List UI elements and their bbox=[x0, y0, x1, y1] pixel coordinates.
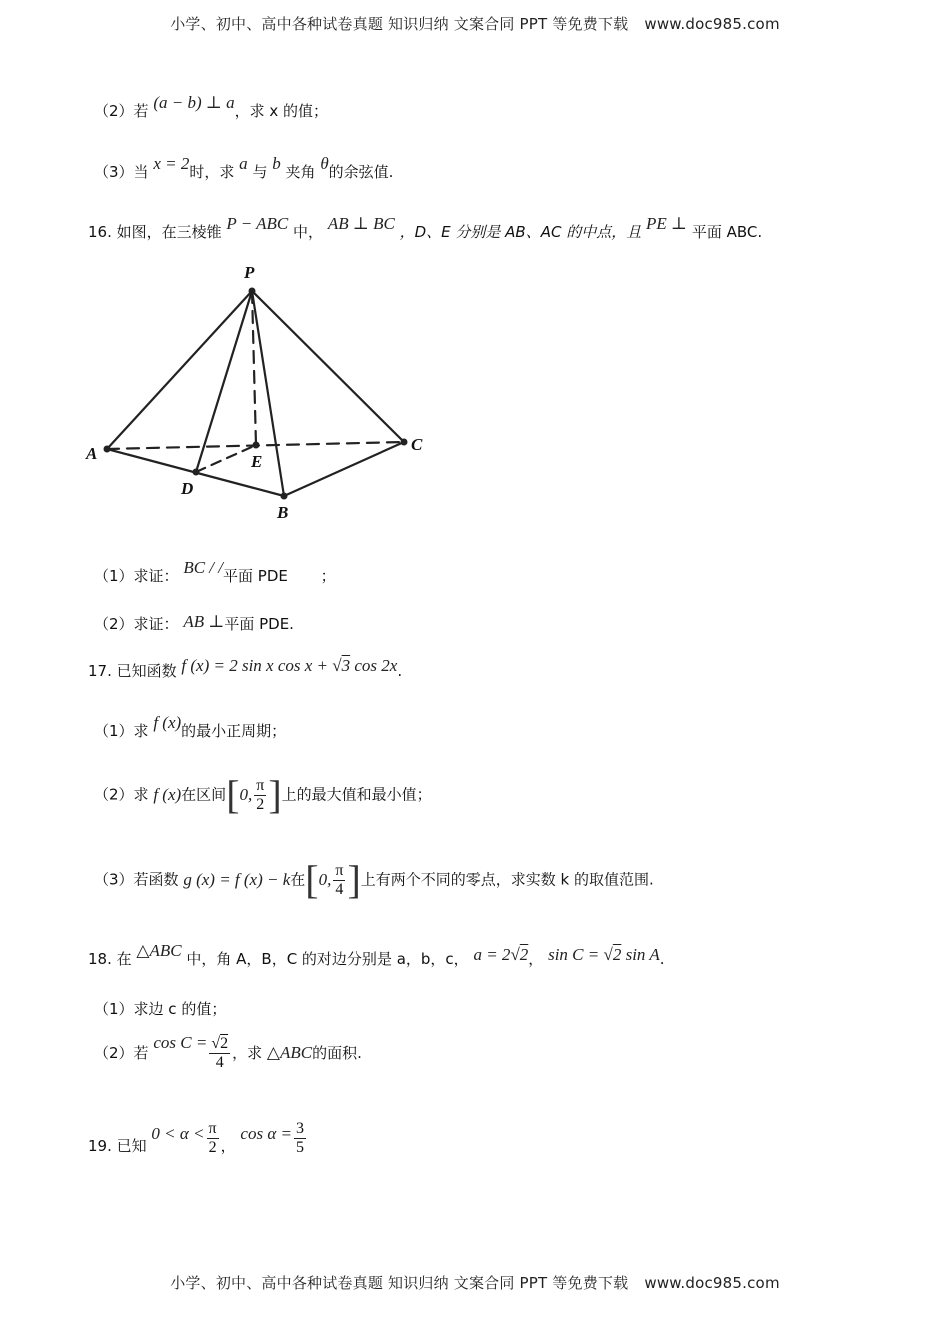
edge-PD bbox=[196, 291, 252, 472]
edge-PC bbox=[252, 291, 404, 442]
label-P: P bbox=[244, 263, 255, 282]
header-site-link[interactable]: www.doc985.com bbox=[644, 15, 780, 33]
q15-part3-tail: 的余弦值. bbox=[328, 163, 394, 181]
q17-sqrt3: 3 bbox=[341, 656, 351, 675]
q19-sep: ， bbox=[220, 1137, 236, 1155]
q18-side-a-lhs: a = 2 bbox=[473, 945, 511, 964]
frac-numerator: 3 bbox=[295, 1120, 304, 1137]
q17-part3-tail: 上有两个不同的零点，求实数 k 的取值范围. bbox=[360, 870, 654, 889]
q15-part2 bbox=[94, 93, 329, 121]
q18-part1: （1）求边 c 的值； bbox=[94, 1000, 227, 1018]
q16-text2: ，D、E 分别是 AB、AC 的中点，且 bbox=[399, 223, 642, 241]
q15-part3-b: b bbox=[272, 154, 281, 173]
q16-text3: 平面 ABC. bbox=[691, 223, 763, 241]
q18-part2-mid: ，求 bbox=[232, 1044, 263, 1062]
frac-numerator: π bbox=[208, 1120, 217, 1137]
q16-stem bbox=[88, 214, 763, 242]
q16-text1: 中， bbox=[293, 223, 324, 241]
q18-triangle: △ABC bbox=[136, 941, 182, 960]
q17-part2-frac bbox=[254, 777, 266, 814]
q17-number: 17. 已知函数 bbox=[88, 662, 177, 680]
frac-denominator: 2 bbox=[208, 1139, 217, 1156]
left-bracket: [ bbox=[305, 857, 319, 902]
q16-number: 16. 如图，在三棱锥 bbox=[88, 223, 222, 241]
q19-stem bbox=[88, 1120, 308, 1157]
q16-part1-num: （1）求证： bbox=[94, 567, 179, 585]
edge-DE-dashed bbox=[196, 445, 256, 472]
q15-part2-math: (a − b) ⊥ a bbox=[153, 93, 235, 112]
q17-stem bbox=[88, 656, 403, 681]
frac-numerator: π bbox=[335, 861, 344, 879]
left-bracket: [ bbox=[226, 772, 240, 817]
q18-sep: ， bbox=[528, 950, 544, 968]
q17-function-part1: f (x) = 2 sin x cos x + bbox=[181, 656, 333, 675]
point-B bbox=[281, 493, 288, 500]
footer-site-link[interactable]: www.doc985.com bbox=[644, 1274, 780, 1292]
q16-math2: AB ⊥ BC bbox=[327, 214, 395, 233]
page-footer bbox=[0, 1272, 950, 1293]
q17-part1-num: （1）求 bbox=[94, 722, 149, 740]
q17-part1-text: 的最小正周期； bbox=[181, 722, 287, 740]
label-B: B bbox=[277, 503, 289, 522]
q18-part2-frac bbox=[209, 1035, 230, 1072]
q17-part2-mid: 在区间 bbox=[181, 785, 227, 804]
q18-sine-lhs: sin C = bbox=[548, 945, 604, 964]
point-P bbox=[249, 288, 256, 295]
edge-BC bbox=[284, 442, 404, 496]
q18-part2-cos: cos C = bbox=[153, 1033, 208, 1052]
q17-part3-frac bbox=[333, 862, 345, 899]
q19-alpha-range: 0 < α < bbox=[151, 1124, 205, 1143]
q19-frac2 bbox=[294, 1120, 306, 1157]
footer-banner: 小学、初中、高中各种试卷真题 知识归纳 文案合同 PPT 等免费下载 bbox=[170, 1274, 629, 1292]
q17-part2 bbox=[94, 772, 432, 817]
q18-part2-tail: 的面积. bbox=[312, 1044, 362, 1062]
q17-part3-num: （3）若函数 bbox=[94, 870, 179, 889]
q15-part3-num: （3）当 bbox=[94, 163, 149, 181]
q19-frac1 bbox=[207, 1120, 219, 1157]
q15-part2-tail: ，求 x 的值； bbox=[234, 102, 329, 120]
frac-denominator: 2 bbox=[256, 795, 265, 813]
q18-part2-triangle: △ABC bbox=[266, 1043, 313, 1062]
q16-part1-math: BC / / bbox=[183, 558, 223, 577]
label-C: C bbox=[411, 435, 423, 454]
q18-number: 18. 在 bbox=[88, 950, 132, 968]
q17-part2-math: f (x) bbox=[153, 784, 182, 804]
q18-sine-tail: sin A bbox=[621, 945, 660, 964]
q16-math3: PE ⊥ bbox=[646, 214, 688, 233]
q15-part3-a: a bbox=[239, 154, 248, 173]
q18-text1: 中，角 A，B，C 的对边分别是 a，b，c， bbox=[186, 950, 469, 968]
q18-dot: . bbox=[659, 950, 665, 968]
q17-part3-math: g (x) = f (x) − k bbox=[183, 869, 291, 889]
q15-part3-text2: 与 bbox=[252, 163, 268, 181]
q15-part2-num: （2）若 bbox=[94, 102, 149, 120]
q16-part1 bbox=[94, 558, 336, 586]
frac-denominator: 4 bbox=[335, 880, 344, 898]
q18-side-a: a = 2√2 bbox=[473, 945, 529, 964]
page-header bbox=[0, 13, 950, 34]
q17-function: f (x) = 2 sin x cos x + √3 cos 2x bbox=[181, 656, 398, 675]
label-E: E bbox=[251, 452, 263, 471]
q17-function-part2: cos 2x bbox=[350, 656, 398, 675]
q17-part1-math: f (x) bbox=[153, 713, 182, 732]
q17-part2-tail: 上的最大值和最小值； bbox=[281, 785, 432, 804]
frac-numerator-root: 2 bbox=[220, 1035, 229, 1052]
q19-cos-alpha: cos α = bbox=[240, 1124, 292, 1143]
q17-part2-num: （2）求 bbox=[94, 785, 149, 804]
q17-part3-mid: 在 bbox=[290, 870, 306, 889]
frac-numerator: π bbox=[256, 776, 265, 794]
q17-part2-zero: 0, bbox=[239, 784, 253, 804]
point-C bbox=[401, 439, 408, 446]
q18-sine-relation: sin C = √2 sin A bbox=[548, 945, 660, 964]
point-D bbox=[193, 469, 200, 476]
q18-side-a-root: 2 bbox=[519, 945, 529, 964]
point-E bbox=[253, 442, 260, 449]
q16-math1: P − ABC bbox=[226, 214, 289, 233]
q16-part2-num: （2）求证： bbox=[94, 615, 179, 633]
q15-part3 bbox=[94, 154, 394, 182]
frac-denominator: 4 bbox=[215, 1054, 224, 1071]
q15-part3-math: x = 2 bbox=[153, 154, 190, 173]
edge-PA bbox=[107, 291, 252, 449]
q19-number: 19. 已知 bbox=[88, 1137, 147, 1155]
right-bracket: ] bbox=[268, 772, 282, 817]
q15-part3-text1: 时，求 bbox=[189, 163, 235, 181]
q16-part2-text: 平面 PDE. bbox=[224, 615, 294, 633]
frac-numerator: √2 bbox=[211, 1035, 229, 1052]
q18-part2-num: （2）若 bbox=[94, 1044, 149, 1062]
label-D: D bbox=[181, 479, 194, 498]
q17-part3 bbox=[94, 857, 654, 902]
q16-part1-end: ； bbox=[320, 567, 336, 585]
q15-part3-theta: θ bbox=[320, 154, 329, 173]
point-A bbox=[104, 446, 111, 453]
q18-part2 bbox=[94, 1035, 362, 1072]
header-banner: 小学、初中、高中各种试卷真题 知识归纳 文案合同 PPT 等免费下载 bbox=[170, 15, 629, 33]
q17-dot: . bbox=[397, 662, 403, 680]
label-A: A bbox=[86, 444, 98, 463]
q18-stem bbox=[88, 941, 665, 969]
q16-part2 bbox=[94, 613, 294, 634]
q18-sine-root: 2 bbox=[612, 945, 622, 964]
frac-denominator: 5 bbox=[295, 1139, 304, 1156]
q16-part1-text: 平面 PDE bbox=[223, 567, 288, 585]
q15-part3-text3: 夹角 bbox=[285, 163, 316, 181]
pyramid-figure bbox=[80, 258, 440, 528]
q17-part1 bbox=[94, 713, 287, 741]
q16-part2-math: AB ⊥ bbox=[183, 612, 225, 631]
q17-part3-zero: 0, bbox=[318, 869, 332, 889]
right-bracket: ] bbox=[347, 857, 361, 902]
